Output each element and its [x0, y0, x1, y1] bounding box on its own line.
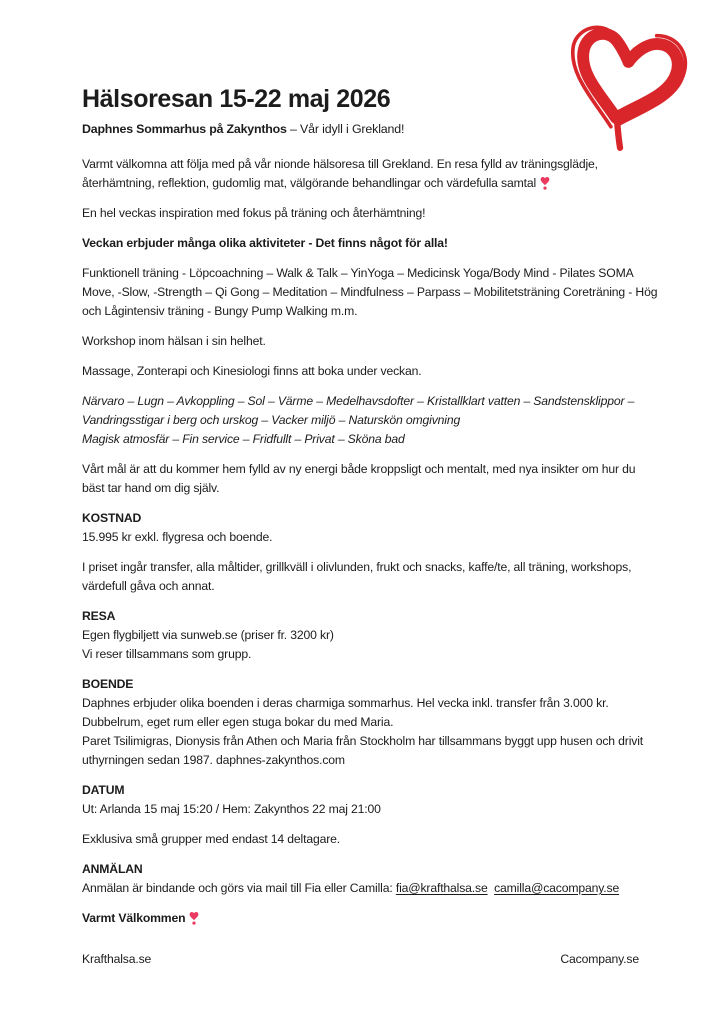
anmalan-line	[82, 879, 660, 898]
kostnad-includes: I priset ingår transfer, alla måltider, grillkväll i olivlunden, frukt och snacks, kaffe/te, all träning, workshops, värdefull gåva och annat.	[82, 560, 632, 593]
activities-list: Funktionell träning - Löpcoachning – Walk & Talk – YinYoga – Medicinsk Yoga/Body Mind - Pilates SOMA Move, -Slow, -Strength – Qi Gong – Meditation – Mindfulness – Parpass – Mobilitetsträning Coreträning - Hög och Lågintensiv träning - Bungy Pump Walking m.m.	[82, 266, 658, 318]
boende-heading: BOENDE	[82, 677, 134, 691]
email-link-camilla[interactable]: camilla@cacompany.se	[494, 881, 620, 895]
document-subtitle	[82, 120, 660, 139]
section-anmalan	[82, 860, 660, 898]
treatments-text: Massage, Zonterapi och Kinesiologi finns att boka under veckan.	[82, 364, 422, 378]
section-resa	[82, 607, 660, 664]
heart-exclamation-icon	[188, 910, 200, 925]
group-size-text: Exklusiva små grupper med endast 14 deltagare.	[82, 832, 340, 846]
resa-group-line: Vi reser tillsammans som grupp.	[82, 647, 252, 661]
closing-line	[82, 909, 660, 928]
kostnad-price: 15.995 kr exkl. flygresa och boende.	[82, 530, 273, 544]
intro-text: Varmt välkomna att följa med på vår nionde hälsoresa till Grekland. En resa fylld av träningsglädje, återhämtning, reflektion, gudomlig mat, välgörande behandlingar och värdefulla samtal	[82, 157, 598, 190]
ambience-paragraph	[82, 392, 660, 449]
datum-schedule-line: Ut: Arlanda 15 maj 15:20 / Hem: Zakynthos 22 maj 21:00	[82, 802, 381, 816]
resa-flight-line: Egen flygbiljett via sunweb.se (priser fr. 3200 kr)	[82, 628, 334, 642]
document-body	[82, 84, 660, 939]
section-datum	[82, 781, 660, 819]
email-link-fia[interactable]: fia@krafthalsa.se	[395, 881, 488, 895]
goal-text: Vårt mål är att du kommer hem fylld av ny energi både kroppsligt och mentalt, med nya insikter om hur du bäst tar hand om dig själv.	[82, 462, 636, 495]
closing-text: Varmt Välkommen	[82, 911, 186, 925]
week-inspiration-text: En hel veckas inspiration med fokus på träning och återhämtning!	[82, 206, 426, 220]
ambience-line-1: Närvaro – Lugn – Avkoppling – Sol – Värme – Medelhavsdofter – Kristallklart vatten – Sandstensklippor – Vandringsstigar i berg och urskog – Vacker miljö – Naturskön omgivning	[82, 394, 635, 427]
anmalan-heading: ANMÄLAN	[82, 862, 143, 876]
workshop-text: Workshop inom hälsan i sin helhet.	[82, 334, 266, 348]
activities-heading: Veckan erbjuder många olika aktiviteter - Det finns något för alla!	[82, 236, 448, 250]
section-boende	[82, 675, 660, 770]
resa-heading: RESA	[82, 609, 116, 623]
subtitle-tagline: – Vår idyll i Grekland!	[290, 122, 405, 136]
page-footer	[82, 952, 639, 966]
heart-exclamation-icon	[539, 175, 551, 190]
datum-heading: DATUM	[82, 783, 125, 797]
ambience-line-2: Magisk atmosfär – Fin service – Fridfullt – Privat – Sköna bad	[82, 432, 405, 446]
footer-left-site: Krafthalsa.se	[82, 952, 152, 966]
document-title: Hälsoresan 15-22 maj 2026	[82, 85, 391, 113]
intro-paragraph	[82, 155, 660, 193]
section-kostnad	[82, 509, 660, 547]
kostnad-heading: KOSTNAD	[82, 511, 142, 525]
anmalan-instruction: Anmälan är bindande och görs via mail till Fia eller Camilla:	[82, 881, 393, 895]
subtitle-venue: Daphnes Sommarhus på Zakynthos	[82, 122, 287, 136]
boende-owners-line: Paret Tsilimigras, Dionysis från Athen och Maria från Stockholm har tillsammans byggt upp husen och drivit uthyrningen sedan 1987. daphnes-zakynthos.com	[82, 734, 644, 767]
footer-right-site: Cacompany.se	[560, 952, 639, 966]
boende-rooms-line: Dubbelrum, eget rum eller egen stuga bokar du med Maria.	[82, 715, 394, 729]
boende-offer-line: Daphnes erbjuder olika boenden i deras charmiga sommarhus. Hel vecka inkl. transfer från 3.000 kr.	[82, 696, 609, 710]
